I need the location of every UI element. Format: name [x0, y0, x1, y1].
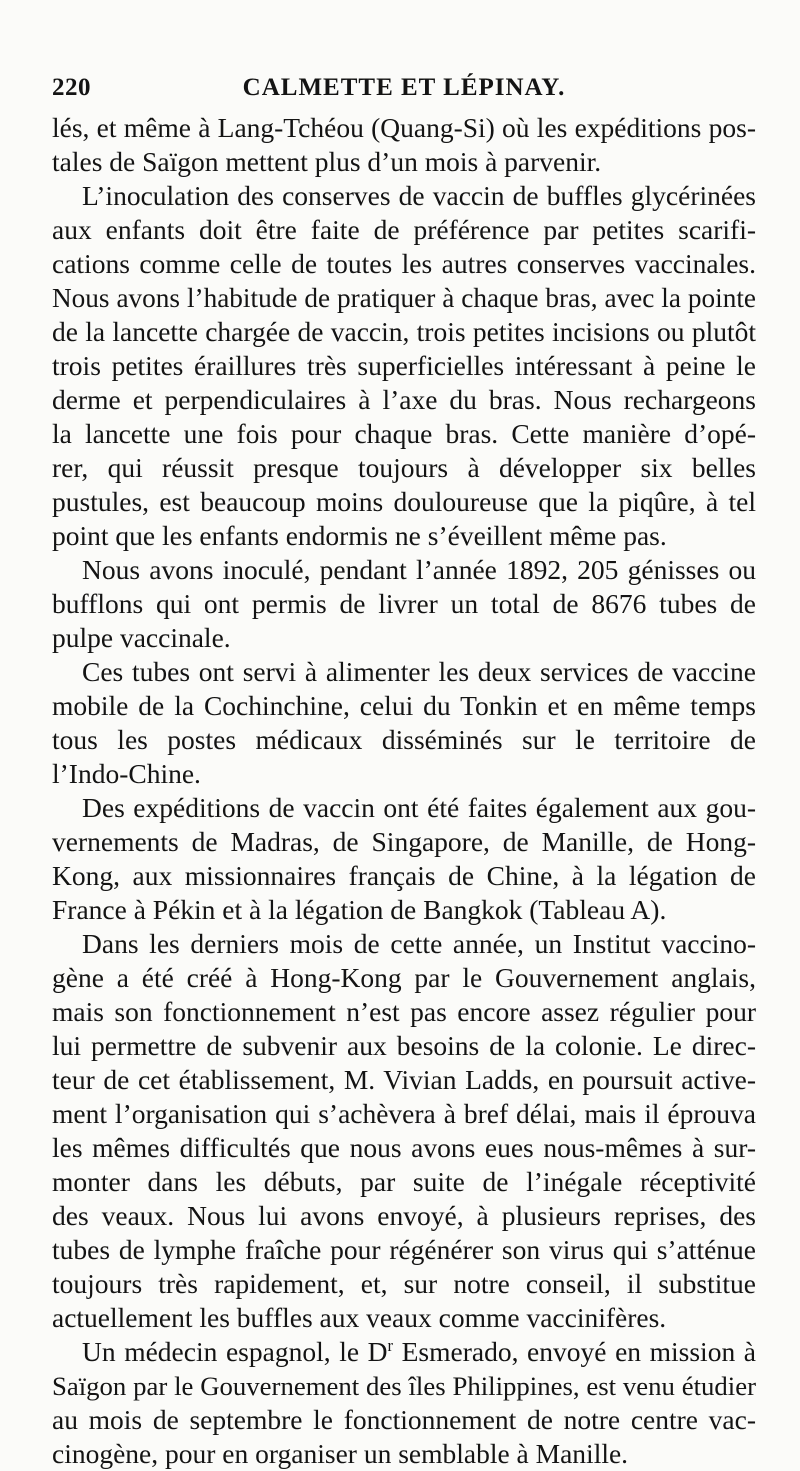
text-line: des veaux. Nous lui avons envoyé, à plusieurs reprises, des [52, 1200, 756, 1231]
text-line: Kong, aux missionnaires français de Chine, à la légation de [52, 860, 756, 891]
page-number: 220 [52, 74, 91, 101]
paragraph-first-line [52, 1335, 756, 1369]
text-line: les mêmes difficultés que nous avons eues nous-mêmes à sur- [52, 1132, 756, 1163]
text-line: cations comme celle de toutes les autres conserves vaccinales. [52, 248, 756, 279]
text-line: au mois de septembre le fonctionnement de notre centre vac- [52, 1404, 756, 1435]
text-line: Nous avons l’habitude de pratiquer à chaque bras, avec la pointe [52, 283, 756, 313]
paragraph-first-line: Ces tubes ont servi à alimenter les deux services de vaccine [82, 656, 756, 687]
text-line: Saïgon par le Gouvernement des îles Philippines, est venu étudier [52, 1371, 756, 1401]
text-line: tales de Saïgon mettent plus d’un mois à parvenir. [52, 146, 602, 177]
text-line: trois petites éraillures très superficielles intéressant à peine le [52, 350, 756, 381]
text-line: cinogène, pour en organiser un semblable à Manille. [52, 1438, 629, 1469]
running-head [52, 74, 756, 108]
text-line: lés, et même à Lang-Tchéou (Quang-Si) où les expéditions pos- [52, 112, 756, 143]
superscript-r: r [387, 1336, 394, 1356]
text-line: mobile de la Cochinchine, celui du Tonkin et en même temps [52, 690, 756, 721]
text-line: la lancette une fois pour chaque bras. Cette manière d’opé- [52, 418, 756, 449]
text-line: de la lancette chargée de vaccin, trois petites incisions ou plutôt [52, 316, 756, 347]
text-line: ment l’organisation qui s’achèvera à bref délai, mais il éprouva [52, 1098, 756, 1129]
line-start-text: Un médecin espagnol, le D [82, 1336, 388, 1367]
text-line: lui permettre de subvenir aux besoins de la colonie. Le direc- [52, 1030, 756, 1061]
text-line: mais son fonctionnement n’est pas encore assez régulier pour [52, 996, 756, 1027]
text-line: pulpe vaccinale. [52, 622, 231, 653]
text-line: gène a été créé à Hong-Kong par le Gouvernement anglais, [52, 962, 756, 993]
text-line: pustules, est beaucoup moins douloureuse que la piqûre, à tel [52, 486, 756, 517]
paragraph-first-line: Dans les derniers mois de cette année, un Institut vaccino- [82, 928, 756, 959]
text-line: France à Pékin et à la légation de Bangkok (Tableau A). [52, 894, 667, 925]
text-line: actuellement les buffles aux veaux comme vaccinifères. [52, 1302, 667, 1333]
running-title: CALMETTE ET LÉPINAY. [242, 74, 566, 101]
text-line: l’Indo-Chine. [52, 758, 201, 789]
text-line: teur de cet établissement, M. Vivian Ladds, en poursuit active- [52, 1064, 756, 1095]
text-line: bufflons qui ont permis de livrer un total de 8676 tubes de [52, 588, 756, 619]
text-line: toujours très rapidement, et, sur notre conseil, il substitue [52, 1268, 756, 1299]
paragraph-first-line: L’inoculation des conserves de vaccin de buffles glycérinées [82, 180, 756, 211]
paragraph-first-line: Des expéditions de vaccin ont été faites également aux gou- [82, 792, 756, 823]
text-line: monter dans les débuts, par suite de l’inégale réceptivité [52, 1166, 756, 1197]
line-end-text: Esmerado, envoyé en mission à [393, 1336, 757, 1367]
text-line: aux enfants doit être faite de préférence par petites scarifi- [52, 214, 756, 245]
text-line: derme et perpendiculaires à l’axe du bras. Nous rechargeons [52, 384, 756, 415]
paragraph-first-line: Nous avons inoculé, pendant l’année 1892, 205 génisses ou [82, 554, 756, 585]
text-line: tous les postes médicaux disséminés sur le territoire de [52, 724, 756, 755]
text-line: point que les enfants endormis ne s’éveillent même pas. [52, 520, 667, 551]
text-line: rer, qui réussit presque toujours à développer six belles [52, 452, 756, 483]
text-line: tubes de lymphe fraîche pour régénérer son virus qui s’atténue [52, 1234, 756, 1265]
text-line: vernements de Madras, de Singapore, de Manille, de Hong- [52, 826, 756, 857]
body-text [52, 111, 756, 1471]
